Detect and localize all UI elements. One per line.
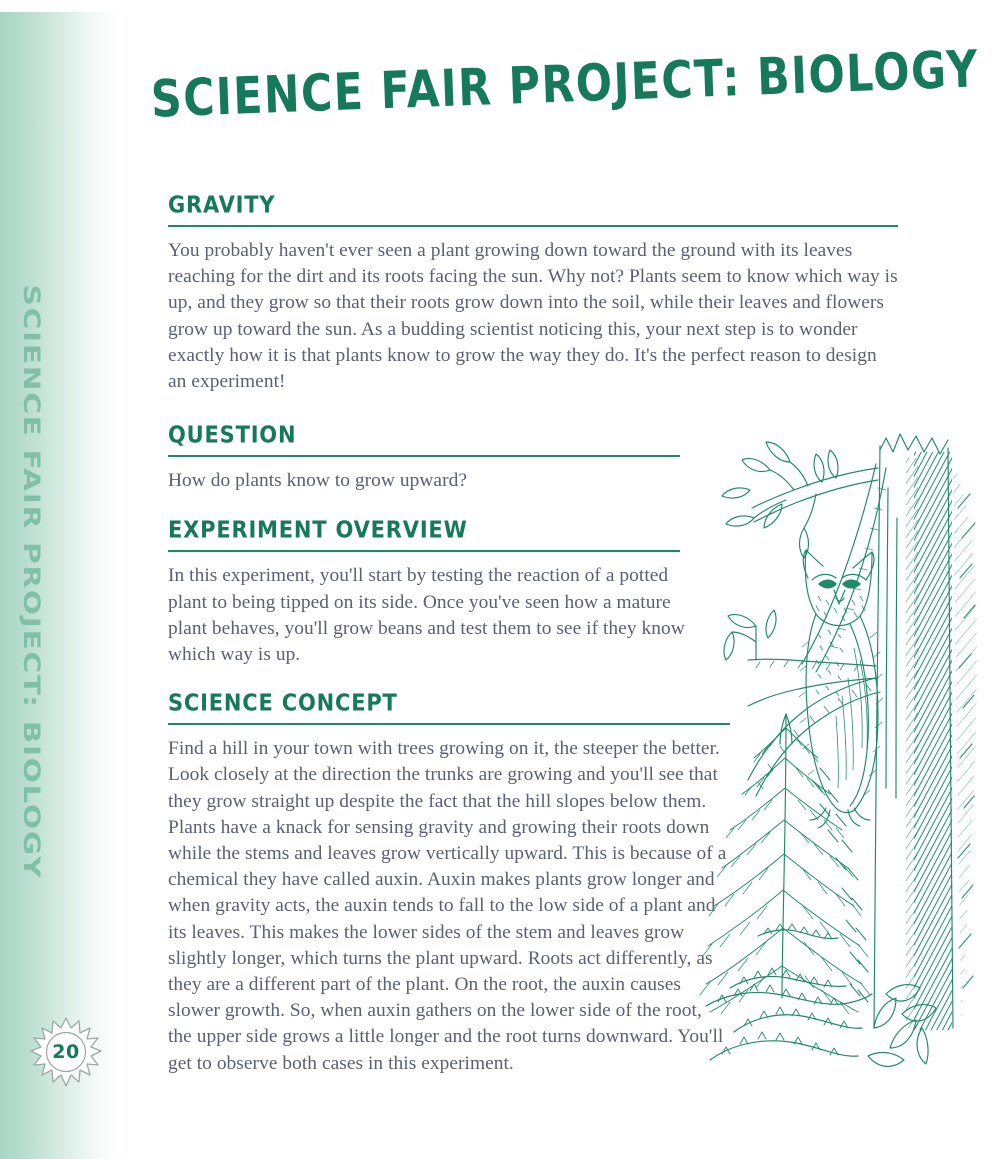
section-gravity xyxy=(168,191,898,395)
section-heading: SCIENCE CONCEPT xyxy=(168,689,398,717)
page-title-text: SCIENCE FAIR PROJECT: BIOLOGY xyxy=(149,40,980,130)
heading-rule xyxy=(168,455,680,457)
section-body: In this experiment, you'll start by testing the reaction of a potted plant to being tipped on its side. Once you've seen how a mature plant behaves, you'll grow beans and test them to see if they know which way is up. xyxy=(168,565,685,666)
page-number-badge xyxy=(30,1016,102,1088)
section-heading: QUESTION xyxy=(168,421,297,449)
heading-rule xyxy=(168,723,730,725)
page-number: 20 xyxy=(52,1041,80,1063)
section-body: You probably haven't ever seen a plant growing down toward the ground with its leaves reaching for the dirt and its roots facing the sun. Why not? Plants seem to know which way is up, and they grow so that their roots grow down into the soil, while their leaves and flowers grow up toward the sun. As a budding scientist noticing this, your next step is to wonder exactly how it is that plants know to grow the way they do. It's the perfect reason to design an experiment! xyxy=(168,240,898,393)
leaf-cluster-upper xyxy=(722,442,838,558)
diagonal-branch xyxy=(802,464,886,672)
section-body: Find a hill in your town with trees growing on it, the steeper the better. Look closely at the direction the trunks are growing and you'll see that they grow straight up despite the fact that the hill slopes below them. Plants have a knack for sensing gravity and growing their roots down while the stems and leaves grow vertically upward. This is because of a chemical they have called auxin. Auxin makes plants grow longer and when gravity acts, the auxin tends to fall to the low side of a plant and its leaves. This makes the lower sides of the stem and leaves grow slightly longer, which turns the plant upward. Roots act differently, as they are a different part of the plant. On the root, the auxin causes slower growth. So, when auxin gathers on the lower side of the root, the upper side grows a little longer and the root turns downward. You'll get to observe both cases in this experiment. xyxy=(168,738,727,1074)
section-question xyxy=(168,421,698,494)
lower-branch xyxy=(724,610,878,706)
perch-branch xyxy=(748,678,880,796)
leaf-cluster-lower xyxy=(724,610,776,660)
page-title xyxy=(149,40,980,144)
owl-in-tree-drawing xyxy=(690,428,1000,1088)
heading-rule xyxy=(168,550,680,552)
heading-rule xyxy=(168,225,898,227)
section-experiment-overview xyxy=(168,517,698,668)
conifer-tree xyxy=(700,714,870,1014)
section-science-concept xyxy=(168,689,730,1077)
owl-in-tree-illustration xyxy=(690,428,1000,1088)
side-tab-label xyxy=(0,12,62,1159)
section-body: How do plants know to grow upward? xyxy=(168,470,467,492)
ground-shrubs xyxy=(706,924,936,1066)
tree-trunk xyxy=(874,434,977,1030)
section-heading: GRAVITY xyxy=(168,191,276,219)
side-tab xyxy=(0,12,118,1159)
side-tab-text: SCIENCE FAIR PROJECT: BIOLOGY xyxy=(17,284,45,880)
section-heading: EXPERIMENT OVERVIEW xyxy=(168,517,468,544)
